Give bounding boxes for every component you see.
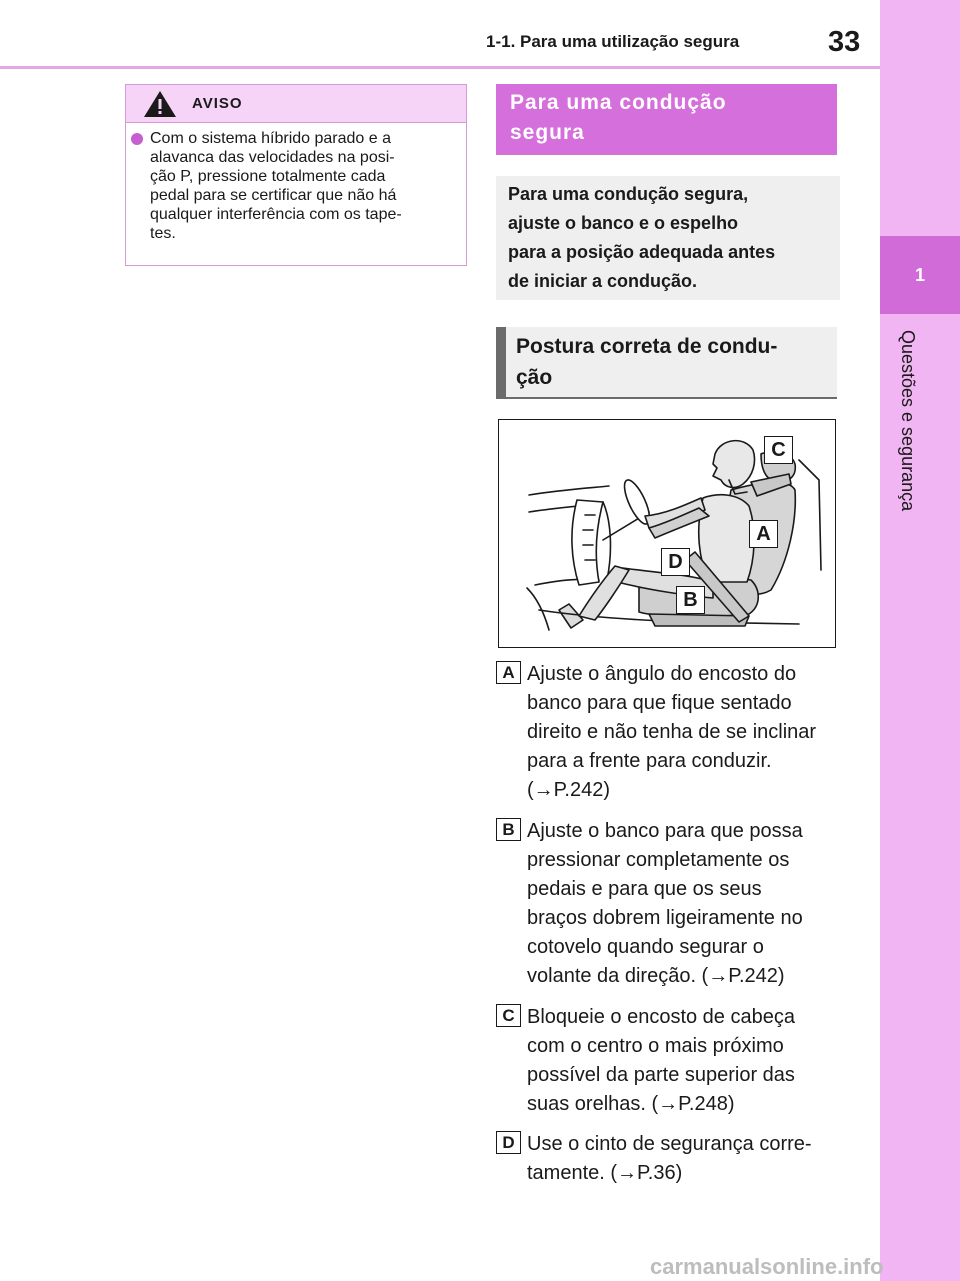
subsection-title-line: Postura correta de condu- [516,335,778,358]
figure-label-a: A [749,520,778,548]
instruction-item-b [496,817,840,991]
section-title-line: Para uma condução [510,91,727,114]
section-intro [496,176,840,300]
bullet-dot-icon [131,133,143,145]
item-text [527,660,840,805]
watermark: carmanualsonline.info [650,1254,884,1279]
item-line: pedais e para que os seus [527,878,762,900]
item-line: com o centro o mais próximo [527,1035,784,1057]
section-title-line: segura [510,121,585,144]
item-line: cotovelo quando segurar o [527,936,764,958]
item-line: suas orelhas. (→P.248) [527,1093,735,1115]
item-text [527,817,840,991]
driving-posture-illustration [498,419,836,648]
item-badge-c: C [496,1004,521,1027]
running-header: 1-1. Para uma utilização segura [486,32,740,51]
item-line: volante da direção. (→P.242) [527,965,785,987]
instruction-item-d [496,1130,840,1188]
figure-label-d: D [661,548,690,576]
intro-line: de iniciar a condução. [508,271,698,291]
item-line: Ajuste o banco para que possa [527,820,803,842]
item-text [527,1130,840,1188]
item-line: Bloqueie o encosto de cabeça [527,1006,795,1028]
warning-line: ção P, pressione totalmente cada [150,168,386,185]
warning-line: alavanca das velocidades na posi- [150,149,395,166]
item-line: Ajuste o ângulo do encosto do [527,663,797,685]
subsection-title [496,327,837,399]
page-number: 33 [828,26,861,58]
figure-label-b: B [676,586,705,614]
chapter-tab[interactable]: 1 [880,236,960,314]
warning-line: pedal para se certificar que não há [150,187,397,204]
item-line: braços dobrem ligeiramente no [527,907,803,929]
item-line: pressionar completamente os [527,849,790,871]
item-badge-d: D [496,1131,521,1154]
intro-line: Para uma condução segura, [508,184,749,204]
item-line: Use o cinto de segurança corre- [527,1133,812,1155]
warning-line: Com o sistema híbrido parado e a [150,130,392,147]
item-badge-b: B [496,818,521,841]
item-line: para a frente para conduzir. [527,750,772,772]
header-divider [0,66,880,69]
warning-line: tes. [150,225,176,242]
subsection-title-line: ção [516,366,553,389]
item-line: possível da parte superior das [527,1064,795,1086]
intro-line: ajuste o banco e o espelho [508,213,739,233]
chapter-tab-label: Questões e segurança [898,330,918,512]
side-tab-strip [880,0,960,1281]
warning-box [125,84,467,266]
item-line: banco para que fique sentado [527,692,792,714]
item-text [527,1003,840,1119]
item-line: tamente. (→P.36) [527,1162,683,1184]
warning-line: qualquer interferência com os tape- [150,206,402,223]
instruction-item-c [496,1003,840,1119]
instruction-item-a [496,660,840,805]
item-badge-a: A [496,661,521,684]
figure-label-c: C [764,436,793,464]
section-title [496,84,837,155]
intro-line: para a posição adequada antes [508,242,776,262]
warning-triangle-icon [142,89,178,119]
warning-text [126,123,466,243]
warning-header [126,85,466,123]
item-line: (→P.242) [527,779,611,801]
warning-title: AVISO [192,95,243,112]
item-line: direito e não tenha de se inclinar [527,721,817,743]
